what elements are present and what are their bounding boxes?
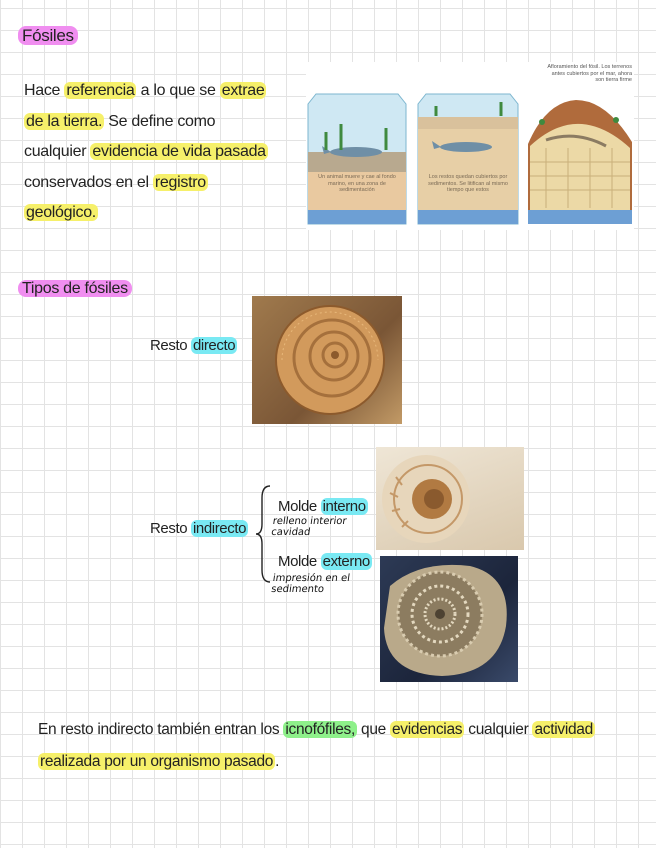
intro-paragraph: Hace referencia a lo que se extrae de la tierra. Se define como cualquier evidencia de vida pasada conservados en el registro geológico.: [24, 82, 266, 221]
label-molde-interno: Molde interno: [278, 498, 366, 515]
footer-paragraph: En resto indirecto también entran los icnofófiles, que evidencias cualquier actividad realizada por un organismo pasado .: [38, 721, 593, 770]
note-molde-externo: impresión en el sedimento: [270, 573, 351, 595]
panel3-caption: Afloramiento del fósil. Los terrenos antes cubiertos por el mar, ahora son tierra firme: [547, 64, 632, 83]
note-molde-interno: relleno interior cavidad: [270, 516, 348, 538]
fossilization-diagram: [306, 62, 634, 230]
label-molde-externo: Molde externo: [278, 553, 370, 570]
panel2-caption: Los restos quedan cubiertos por sedimentos. Se litifican al mismo tiempo que estos: [428, 174, 508, 193]
label-resto-directo: Resto directo: [150, 337, 236, 354]
diagram-panel-3: [528, 100, 632, 224]
heading-fosiles: Fósiles: [18, 26, 78, 46]
label-resto-indirecto: Resto indirecto: [150, 520, 247, 537]
ammonite-photo-direct: [252, 296, 402, 424]
internal-mold-photo: [376, 447, 524, 550]
external-mold-photo: [380, 556, 518, 682]
panel1-caption: Un animal muere y cae al fondo marino, en una zona de sedimentación: [318, 174, 396, 193]
diagram-panel-1: [308, 94, 406, 224]
diagram-panel-2: [418, 94, 518, 224]
heading-tipos-de-fosiles: Tipos de fósiles: [18, 280, 132, 298]
